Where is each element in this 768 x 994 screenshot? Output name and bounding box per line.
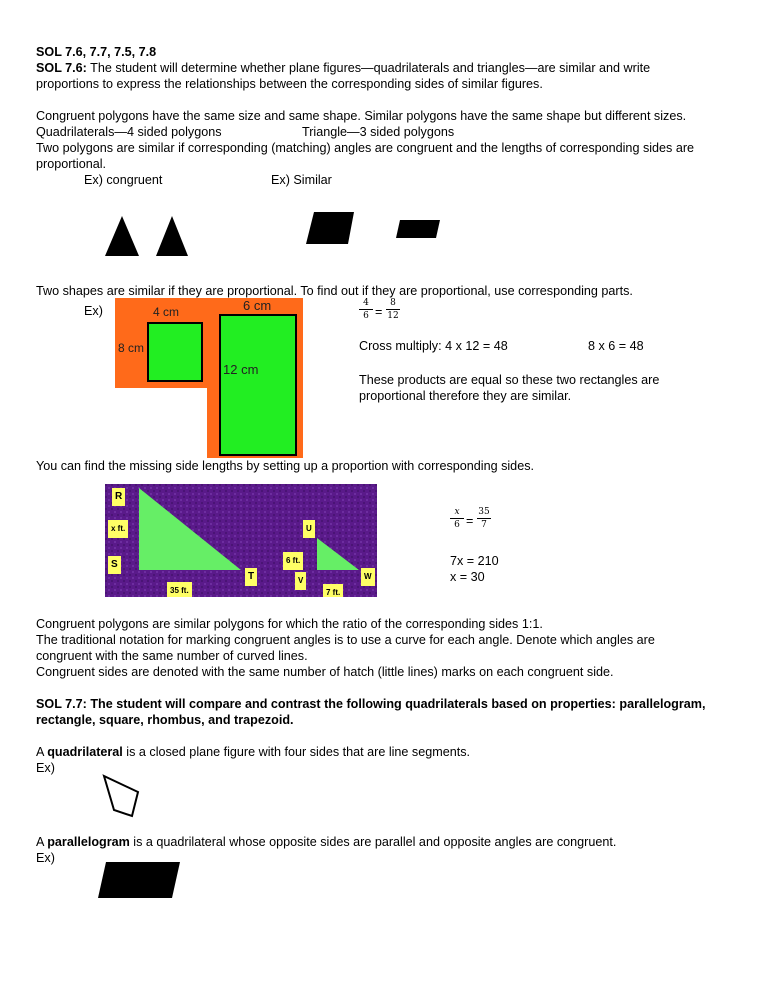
triangle-problem-panel <box>105 484 377 597</box>
congruent-triangle-right <box>156 216 188 256</box>
parallelogram-statement: A parallelogram is a quadrilateral whose opposite sides are parallel and opposite angles are congruent. <box>36 835 617 849</box>
sol77-statement-line1: SOL 7.7: The student will compare and contrast the following quadrilaterals based on properties: parallelogram, <box>36 697 706 711</box>
similar-parallelogram-small <box>396 220 440 238</box>
side-label-6: 6 ft. <box>283 552 303 570</box>
side-label-35: 35 ft. <box>167 582 192 597</box>
congruent-triangles-figure <box>100 212 200 262</box>
quadrilateral-statement: A quadrilateral is a closed plane figure with four sides that are line segments. <box>36 745 471 759</box>
triangle-fraction-1: x 6 <box>450 507 464 530</box>
parallelogram-figure <box>92 858 187 902</box>
rect-equals: = <box>375 305 383 319</box>
large-height-label: 12 cm <box>223 362 259 377</box>
vertex-label-V: V <box>295 572 306 590</box>
congruent-definition: Congruent polygons have the same size and same shape. Similar polygons have the same shape but different sizes. <box>36 109 687 123</box>
side-label-x: x ft. <box>108 520 128 538</box>
sol-list-heading: SOL 7.6, 7.7, 7.5, 7.8 <box>36 45 157 59</box>
congruent-triangle-left <box>105 216 139 256</box>
vertex-label-U: U <box>303 520 315 538</box>
vertex-label-W: W <box>361 568 375 586</box>
notation-line2: The traditional notation for marking congruent angles is to use a curve for each angle. Denote which angles are <box>36 633 655 647</box>
missing-side-intro: You can find the missing side lengths by setting up a proportion with corresponding sides. <box>36 459 534 473</box>
rect-ex-label: Ex) <box>84 304 103 318</box>
similar-parallelograms-figure <box>300 206 450 248</box>
similar-definition-line1: Two polygons are similar if corresponding (matching) angles are congruent and the lengths of corresponding sides are <box>36 141 695 155</box>
cross-multiply-2: 8 x 6 = 48 <box>588 339 644 353</box>
rect-fraction-2: 8 12 <box>387 298 399 321</box>
large-rectangle-panel <box>207 298 303 458</box>
ex-similar-label: Ex) Similar <box>271 173 332 187</box>
parallelogram-ex-label: Ex) <box>36 851 55 865</box>
small-height-label: 8 cm <box>118 341 145 355</box>
rect-conclusion-line2: proportional therefore they are similar. <box>359 389 572 403</box>
quadrilateral-ex-label: Ex) <box>36 761 55 775</box>
small-green-rectangle <box>147 322 203 382</box>
solve-step-1: 7x = 210 <box>450 554 499 568</box>
ex-congruent-label: Ex) congruent <box>84 173 163 187</box>
similar-parallelogram-large <box>306 212 354 244</box>
large-green-rectangle <box>219 314 297 456</box>
small-rectangle-panel <box>115 298 211 388</box>
sol76-statement-line1: SOL 7.6: The student will determine whether plane figures—quadrilaterals and triangles—are similar and write <box>36 61 651 75</box>
proportional-intro: Two shapes are similar if they are proportional. To find out if they are proportional, use corresponding parts. <box>36 284 633 298</box>
rect-conclusion-line1: These products are equal so these two rectangles are <box>359 373 660 387</box>
sol77-statement-line2: rectangle, square, rhombus, and trapezoid. <box>36 713 294 727</box>
notation-line4: Congruent sides are denoted with the same number of hatch (little lines) marks on each congruent side. <box>36 665 614 679</box>
triangle-equals: = <box>466 514 474 528</box>
quadrilateral-figure <box>100 772 150 822</box>
quadrilateral-definition: Quadrilaterals—4 sided polygons <box>36 125 222 139</box>
vertex-label-T: T <box>245 568 257 586</box>
rect-fraction-1: 4 6 <box>359 298 373 321</box>
solve-step-2: x = 30 <box>450 570 485 584</box>
vertex-label-S: S <box>108 556 121 574</box>
cross-multiply-1: Cross multiply: 4 x 12 = 48 <box>359 339 508 353</box>
triangle-pattern <box>105 484 377 597</box>
large-width-label: 6 cm <box>243 298 272 313</box>
similar-definition-line2: proportional. <box>36 157 107 171</box>
notation-line3: congruent with the same number of curved lines. <box>36 649 308 663</box>
triangle-fraction-2: 35 7 <box>478 507 490 530</box>
side-label-7: 7 ft. <box>323 584 343 597</box>
triangle-definition: Triangle—3 sided polygons <box>302 125 455 139</box>
small-width-label: 4 cm <box>153 305 180 319</box>
sol76-statement-line2: proportions to express the relationships between the corresponding sides of similar figures. <box>36 77 543 91</box>
vertex-label-R: R <box>112 488 125 506</box>
notation-line1: Congruent polygons are similar polygons for which the ratio of the corresponding sides 1:1. <box>36 617 543 631</box>
